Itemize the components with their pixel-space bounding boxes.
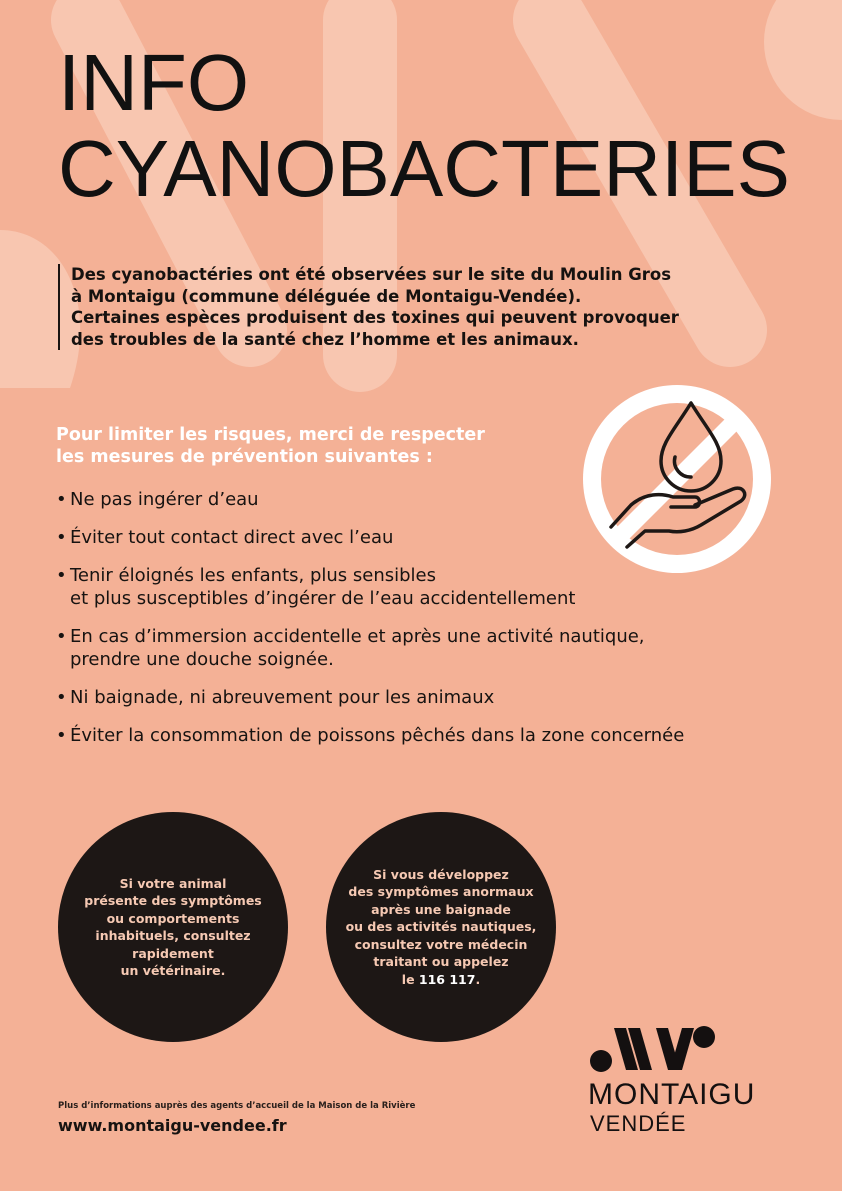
prevention-heading-line-2: les mesures de prévention suivantes : — [56, 447, 433, 467]
circle-line: consultez votre médecin — [354, 936, 528, 952]
phone-prefix: le — [401, 971, 419, 987]
measure-text-continued: et plus susceptibles d’ingérer de l’eau accidentellement — [70, 588, 576, 609]
circle-line: inhabituels, consultez — [95, 928, 251, 943]
prevention-heading-line-1: Pour limiter les risques, merci de respecter — [56, 425, 485, 445]
measure-text: En cas d’immersion accidentelle et après une activité nautique, — [70, 626, 645, 647]
measure-text-continued: prendre une douche soignée. — [70, 649, 334, 670]
measure-item — [56, 625, 684, 671]
circle-line: après une baignade — [371, 901, 511, 917]
measure-text: Éviter tout contact direct avec l’eau — [70, 527, 394, 548]
bullet: • — [56, 527, 67, 548]
circle-line: ou des activités nautiques, — [345, 919, 537, 935]
intro-line: Des cyanobactéries ont été observées sur le site du Moulin Gros — [71, 265, 672, 284]
measure-text: Ni baignade, ni abreuvement pour les animaux — [70, 687, 495, 708]
logo-name: MONTAIGU — [588, 1078, 756, 1111]
phone-number: 116 117 — [418, 971, 476, 987]
circle-line: ou comportements — [106, 910, 240, 926]
logo-subtitle: VENDÉE — [590, 1111, 687, 1136]
intro-text — [58, 264, 698, 350]
bullet: • — [56, 725, 67, 746]
intro-line: Certaines espèces produisent des toxines qui peuvent provoquer — [71, 308, 679, 327]
circle-line: traitant ou appelez — [373, 954, 509, 970]
bullet: • — [56, 626, 67, 647]
website-link[interactable]: www.montaigu-vendee.fr — [58, 1116, 287, 1135]
measure-item — [56, 724, 684, 747]
measure-text: Tenir éloignés les enfants, plus sensibles — [70, 565, 437, 586]
circle-line: présente des symptômes — [84, 893, 262, 908]
prevention-heading — [56, 424, 485, 468]
page-title — [58, 40, 790, 212]
intro-line: des troubles de la santé chez l’homme et les animaux. — [71, 329, 579, 349]
bullet: • — [56, 489, 67, 510]
montaigu-vendee-logo — [586, 1026, 796, 1141]
pet-symptoms-circle — [58, 812, 288, 1042]
circle-line: Si votre animal — [119, 875, 227, 891]
measure-item — [56, 686, 684, 709]
title-line-1: INFO — [58, 38, 250, 127]
footer-note: Plus d’informations auprès des agents d’accueil de la Maison de la Rivière — [58, 1101, 416, 1111]
circle-line-phone — [346, 971, 537, 989]
measure-text: Ne pas ingérer d’eau — [70, 489, 259, 510]
human-symptoms-circle — [326, 812, 556, 1042]
no-drinking-water-hand-icon — [583, 385, 771, 573]
title-line-2: CYANOBACTERIES — [58, 124, 790, 213]
circle-line: un vétérinaire. — [120, 963, 226, 978]
circle-line: rapidement — [132, 945, 214, 961]
measure-text: Éviter la consommation de poissons pêchés dans la zone concernée — [70, 725, 685, 746]
montaigu-mv-logo-icon — [590, 1026, 716, 1072]
phone-suffix: . — [475, 971, 481, 987]
circle-line: des symptômes anormaux — [348, 884, 534, 900]
circle-line: Si vous développez — [373, 866, 509, 882]
intro-line: à Montaigu (commune déléguée de Montaigu-Vendée). — [71, 286, 582, 306]
bullet: • — [56, 687, 67, 708]
bullet: • — [56, 565, 67, 586]
